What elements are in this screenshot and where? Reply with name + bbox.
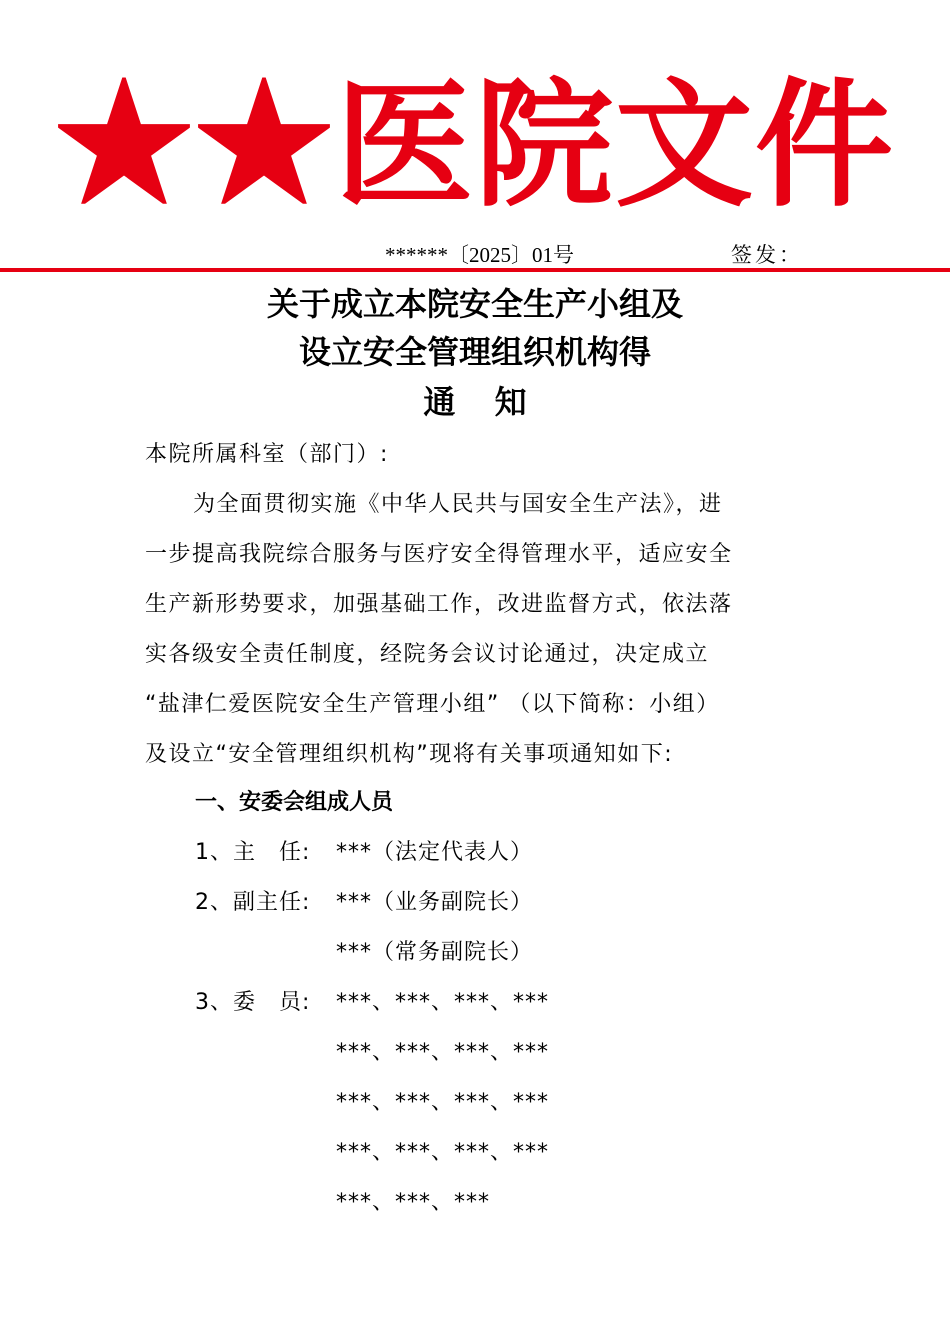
member-names: ***、***、***、*** bbox=[336, 1040, 550, 1065]
salutation: 本院所属科室（部门）: bbox=[145, 442, 389, 467]
paragraph-line: “盐津仁爱医院安全生产管理小组” （以下简称：小组） bbox=[145, 692, 720, 717]
document-header-title: ★★医院文件 bbox=[54, 63, 895, 226]
body-paragraph bbox=[145, 480, 810, 780]
member-names: ***（常务副院长） bbox=[336, 940, 534, 965]
member-names: ***、***、***、*** bbox=[336, 990, 550, 1015]
red-divider-line bbox=[0, 268, 950, 272]
document-number: ******〔2025〕01号 bbox=[385, 243, 574, 267]
notice-title-line-3: 通 知 bbox=[423, 383, 541, 421]
paragraph-line: 一步提高我院综合服务与医疗安全得管理水平，适应安全 bbox=[145, 542, 733, 567]
member-role-label: 1、主 任: bbox=[195, 840, 311, 865]
member-names: ***（法定代表人） bbox=[336, 840, 534, 865]
issuer-label: 签发： bbox=[731, 243, 803, 267]
member-names: ***、***、***、*** bbox=[336, 1090, 550, 1115]
paragraph-line: 及设立“安全管理组织机构”现将有关事项通知如下: bbox=[145, 742, 674, 767]
member-names: ***（业务副院长） bbox=[336, 890, 534, 915]
member-role-label: 3、委 员: bbox=[195, 990, 311, 1015]
notice-title-line-2: 设立安全管理组织机构得 bbox=[298, 333, 651, 371]
section-heading: 一、安委会组成人员 bbox=[195, 790, 394, 815]
member-role-label: 2、副主任: bbox=[195, 890, 311, 915]
notice-title-line-1: 关于成立本院安全生产小组及 bbox=[266, 285, 683, 323]
paragraph-line: 生产新形势要求，加强基础工作，改进监督方式，依法落 bbox=[145, 592, 733, 617]
member-names: ***、***、*** bbox=[336, 1190, 491, 1215]
paragraph-line: 实各级安全责任制度，经院务会议讨论通过，决定成立 bbox=[145, 642, 710, 667]
member-names: ***、***、***、*** bbox=[336, 1140, 550, 1165]
paragraph-line: 为全面贯彻实施《中华人民共与国安全生产法》，进 bbox=[193, 492, 723, 517]
